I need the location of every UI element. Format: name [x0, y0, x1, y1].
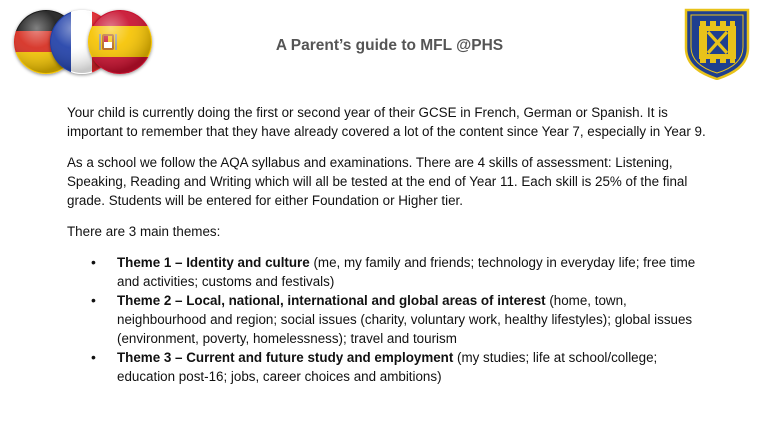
theme-detail: (my studies; life at school/college; education post-16; jobs, career choices and ambitions)	[117, 350, 658, 384]
bullet: •	[91, 292, 96, 308]
document-body	[67, 103, 707, 386]
bullet: •	[91, 254, 96, 270]
theme-detail: (me, my family and friends; technology in everyday life; free time and activities; customs and festivals)	[117, 255, 696, 289]
spanish-flag-icon	[88, 10, 152, 74]
theme-title: Theme 1 – Identity and culture	[117, 255, 310, 270]
intro-paragraph: Your child is currently doing the first or second year of their GCSE in French, German or Spanish. It is important to remember that they have already covered a lot of the content since Year 7, especially in Year 9.	[67, 105, 706, 139]
language-flags	[14, 10, 154, 74]
page-title: A Parent’s guide to MFL @PHS	[275, 37, 504, 54]
school-crest-icon	[684, 8, 750, 80]
theme-title: Theme 2 – Local, national, international and global areas of interest	[117, 293, 546, 308]
assessment-paragraph: As a school we follow the AQA syllabus and examinations. There are 4 skills of assessment: Listening, Speaking, Reading and Writing which will all be tested at the end of Year 11. Each skill is 25% of the final grade. Students will be entered for either Foundation or Higher tier.	[67, 155, 688, 208]
themes-intro: There are 3 main themes:	[67, 224, 221, 239]
themes-list	[67, 253, 707, 386]
list-item	[67, 291, 707, 348]
theme-detail: (home, town, neighbourhood and region; social issues (charity, voluntary work, healthy lifestyles); global issues (environment, poverty, homelessness); travel and tourism	[117, 293, 693, 346]
list-item	[67, 348, 707, 386]
bullet: •	[91, 349, 96, 365]
list-item	[67, 253, 707, 291]
theme-title: Theme 3 – Current and future study and employment	[117, 350, 454, 365]
